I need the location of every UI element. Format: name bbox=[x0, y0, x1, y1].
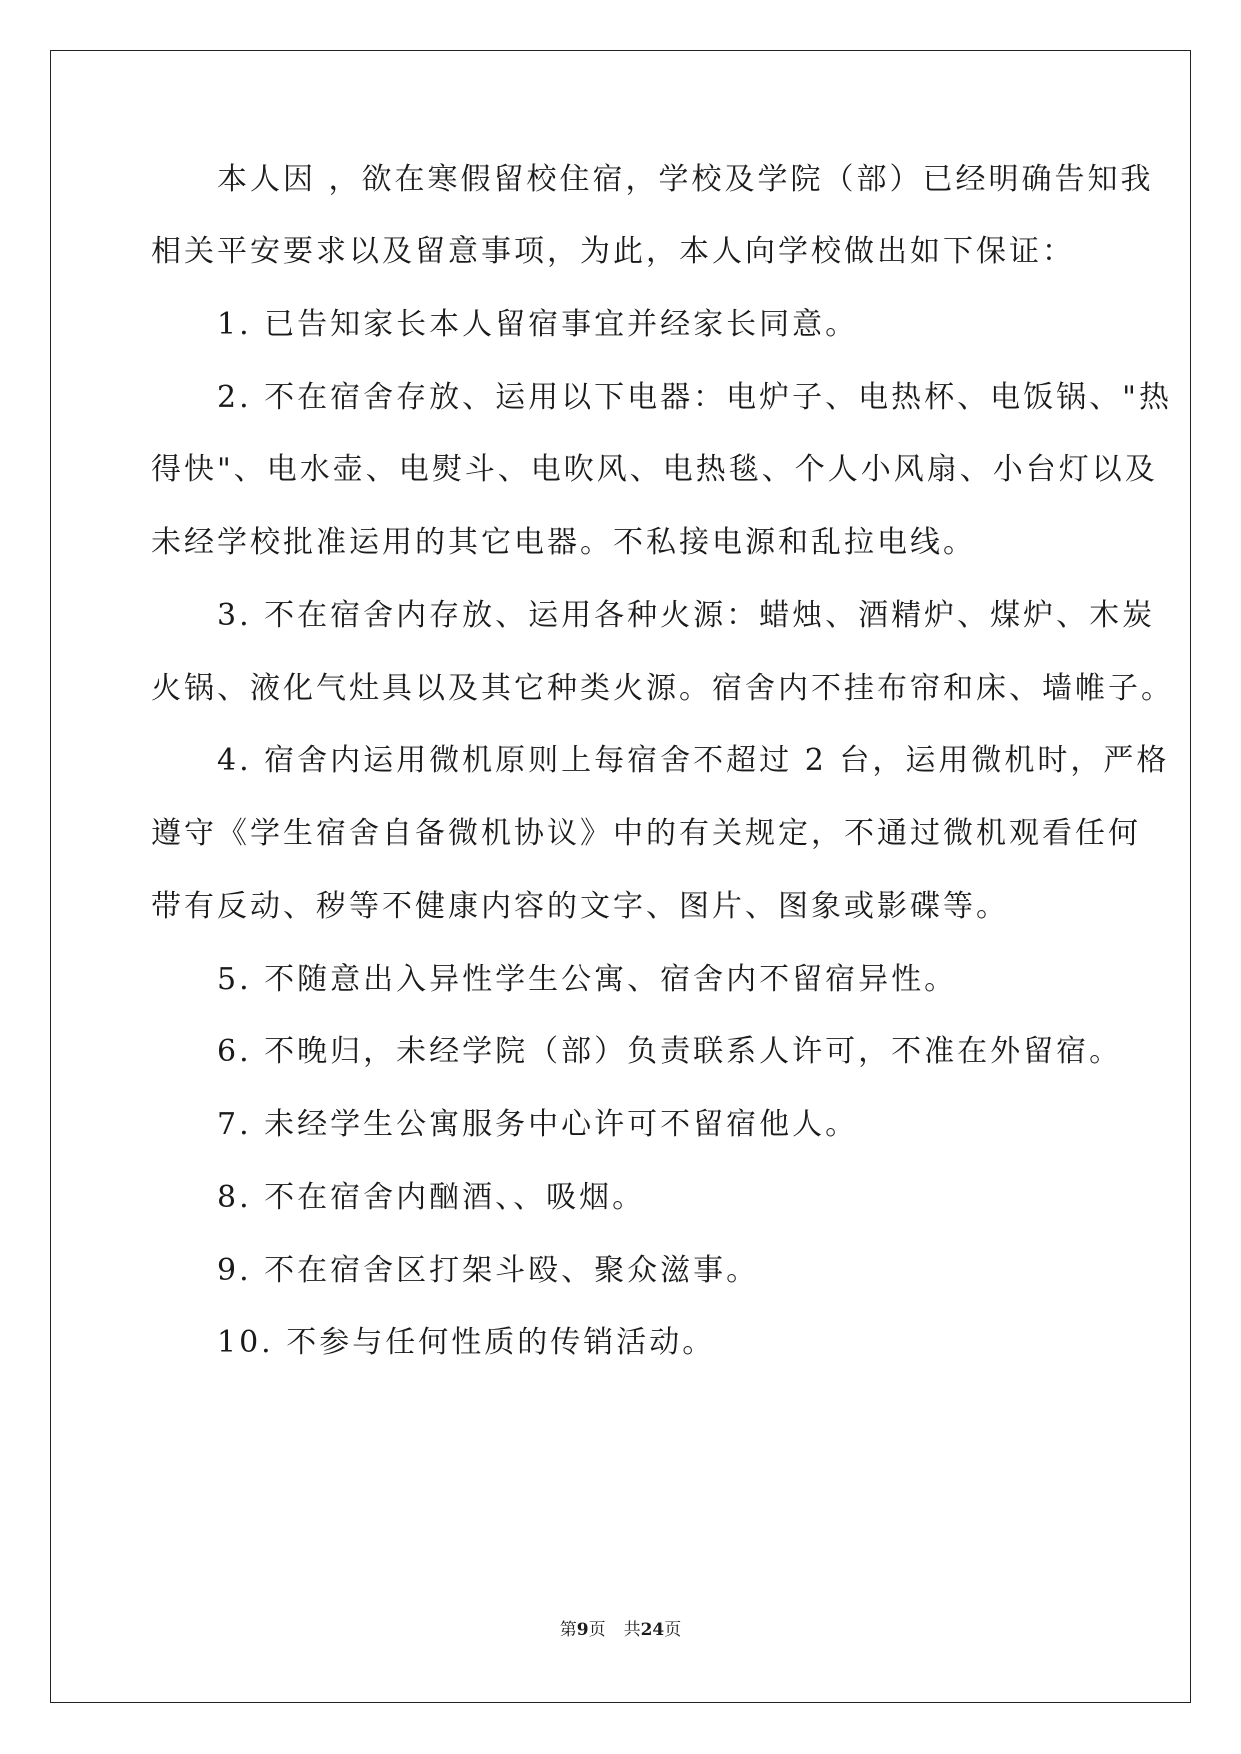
text-line: 相关平安要求以及留意事项，为此，本人向学校做出如下保证： bbox=[151, 234, 1075, 269]
text-line: 带有反动、秽等不健康内容的文字、图片、图象或影碟等。 bbox=[151, 889, 1009, 924]
text-line: 遵守《学生宿舍自备微机协议》中的有关规定，不通过微机观看任何 bbox=[151, 816, 1141, 851]
text-line: 6. 不晚归，未经学院（部）负责联系人许可，不准在外留宿。 bbox=[151, 1034, 1123, 1069]
page-number: 9 bbox=[576, 1620, 589, 1640]
text-line: 1. 已告知家长本人留宿事宜并经家长同意。 bbox=[151, 307, 859, 342]
total-pages: 24 bbox=[640, 1620, 665, 1640]
text-line: 8. 不在宿舍内酗酒、、吸烟。 bbox=[151, 1180, 646, 1215]
text-line: 3. 不在宿舍内存放、运用各种火源：蜡烛、酒精炉、煤炉、木炭 bbox=[151, 598, 1156, 633]
page-prefix: 第 bbox=[559, 1620, 577, 1640]
page-border bbox=[50, 50, 1191, 1703]
page-suffix: 页 bbox=[588, 1620, 606, 1640]
text-line: 10. 不参与任何性质的传销活动。 bbox=[151, 1325, 716, 1360]
page-footer bbox=[0, 1618, 1241, 1642]
text-line: 火锅、液化气灶具以及其它种类火源。宿舍内不挂布帘和床、墙帷子。 bbox=[151, 671, 1174, 706]
text-line: 9. 不在宿舍区打架斗殴、聚众滋事。 bbox=[151, 1253, 760, 1288]
text-line: 4. 宿舍内运用微机原则上每宿舍不超过 2 台，运用微机时，严格 bbox=[151, 743, 1170, 778]
text-line: 5. 不随意出入异性学生公寓、宿舍内不留宿异性。 bbox=[151, 962, 958, 997]
text-line: 2. 不在宿舍存放、运用以下电器：电炉子、电热杯、电饭锅、"热 bbox=[151, 380, 1172, 415]
text-line: 得快"、电水壶、电熨斗、电吹风、电热毯、个人小风扇、小台灯以及 bbox=[151, 452, 1158, 487]
text-line: 7. 未经学生公寓服务中心许可不留宿他人。 bbox=[151, 1107, 859, 1142]
text-line: 未经学校批准运用的其它电器。不私接电源和乱拉电线。 bbox=[151, 525, 976, 560]
text-line: 本人因 ，欲在寒假留校住宿，学校及学院（部）已经明确告知我 bbox=[151, 162, 1154, 197]
total-suffix: 页 bbox=[664, 1620, 682, 1640]
total-prefix: 共 bbox=[623, 1620, 641, 1640]
